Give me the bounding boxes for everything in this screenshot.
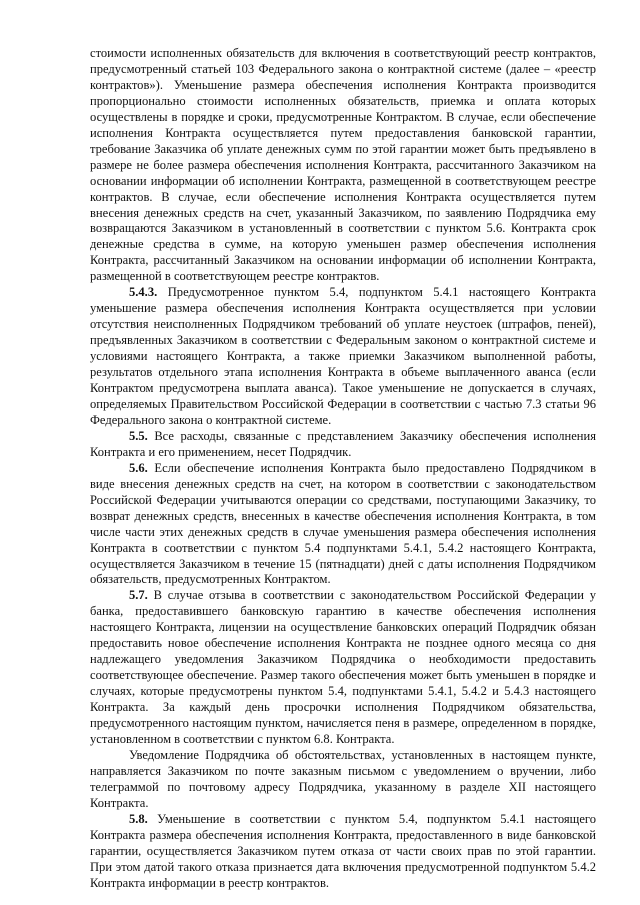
- clause-number: 5.7.: [129, 588, 148, 603]
- paragraph-5-8: [90, 812, 596, 892]
- clause-number: 5.6.: [129, 460, 148, 475]
- paragraph-5-6: [90, 461, 596, 589]
- paragraph-5-7: [90, 588, 596, 748]
- paragraph-5-5: [90, 429, 596, 461]
- clause-number: 5.5.: [129, 428, 148, 443]
- paragraph-text: В случае отзыва в соответствии с законодательством Российской Федерации у банка, предоставившего банковскую гарантию в качестве обеспечения исполнения настоящего Контракта, лицензии на осуществление банковских операций Подрядчик обязан предоставить новое обеспечение исполнения Контракта не позднее одного месяца со дня надлежащего уведомления Заказчиком Подрядчика о необходимости предоставить соответствующее обеспечение. Размер такого обеспечения может быть уменьшен в порядке и случаях, которые предусмотрены пунктом 5.4, подпунктами 5.4.1, 5.4.2 и 5.4.3 настоящего Контракта. За каждый день просрочки исполнения Подрядчиком обязательства, предусмотренного настоящим пунктом, начисляется пеня в размере, определенном в порядке, установленном в соответствии с пунктом 6.8. Контракта.: [90, 588, 596, 746]
- paragraph-text: Уменьшение в соответствии с пунктом 5.4, подпунктом 5.4.1 настоящего Контракта размера обеспечения исполнения Контракта, предоставленного в виде банковской гарантии, осуществляется Заказчиком путем отказа от части своих прав по этой гарантии. При этом датой такого отказа признается дата включения предусмотренной подпунктом 5.4.2 Контракта информации в реестр контрактов.: [90, 811, 596, 890]
- paragraph-5-4-3: [90, 285, 596, 429]
- clause-number: 5.8.: [129, 811, 148, 826]
- paragraph-notice: Уведомление Подрядчика об обстоятельствах, установленных в настоящем пункте, направляется Заказчиком по почте заказным письмом с уведомлением о вручении, либо телеграммой по почтовому адресу Подрядчика, указанному в разделе XII настоящего Контракта.: [90, 747, 596, 810]
- paragraph-text: Все расходы, связанные с представлением Заказчику обеспечения исполнения Контракта и его применением, несет Подрядчик.: [90, 428, 597, 459]
- paragraph-text: Если обеспечение исполнения Контракта было предоставлено Подрядчиком в виде внесения денежных средств на счет, на котором в соответствии с законодательством Российской Федерации учитываются операции со средствами, поступающими Заказчику, то возврат денежных средств, внесенных в качестве обеспечения исполнения Контракта, в том числе части этих денежных средств в случае уменьшения размера обеспечения исполнения Контракта в соответствии с пунктом 5.4 подпунктами 5.4.1, 5.4.2 настоящего Контракта, осуществляется Заказчиком в течение 15 (пятнадцати) дней с даты исполнения Подрядчиком обязательств, предусмотренных Контрактом.: [90, 460, 596, 587]
- paragraph-continuation: стоимости исполненных обязательств для включения в соответствующий реестр контрактов, предусмотренный статьей 103 Федерального закона о контрактной системе (далее – «реестр контрактов»). Уменьшение размера обеспечения исполнения Контракта производится пропорционально стоимости исполненных обязательств, приемка и оплата которых осуществлены в порядке и сроки, предусмотренные Контрактом. В случае, если обеспечение исполнения Контракта осуществляется путем предоставления банковской гарантии, требование Заказчика об уплате денежных сумм по этой гарантии может быть предъявлено в размере не более размера обеспечения исполнения Контракта, рассчитанного Заказчиком на основании информации об исполнении Контракта, размещенной в соответствующем реестре контрактов. В случае, если обеспечение исполнения Контракта осуществляется путем внесения денежных средств на счет, указанный Заказчиком, по заявлению Подрядчика ему возвращаются Заказчиком в установленный в соответствии с пунктом 5.6. Контракта срок денежные средства в сумме, на которую уменьшен размер обеспечения исполнения Контракта, рассчитанный Заказчиком на основании информации об исполнении Контракта, размещенной в соответствующем реестре контрактов.: [90, 46, 596, 284]
- document-body: [90, 46, 596, 892]
- clause-number: 5.4.3.: [129, 285, 158, 300]
- paragraph-text: Предусмотренное пунктом 5.4, подпунктом 5.4.1 настоящего Контракта уменьшение размера обеспечения исполнения Контракта осуществляется при условии отсутствия неисполненных Подрядчиком требований об уплате неустоек (штрафов, пеней), предъявленных Заказчиком в соответствии с Федеральным законом о контрактной системе и условиями настоящего Контракта, а также приемки Заказчиком выполненной работы, результатов отдельного этапа исполнения Контракта в объеме выплаченного аванса (если Контрактом предусмотрена выплата аванса). Такое уменьшение не допускается в случаях, определяемых Правительством Российской Федерации в соответствии с частью 7.3 статьи 96 Федерального закона о контрактной системе.: [90, 285, 597, 427]
